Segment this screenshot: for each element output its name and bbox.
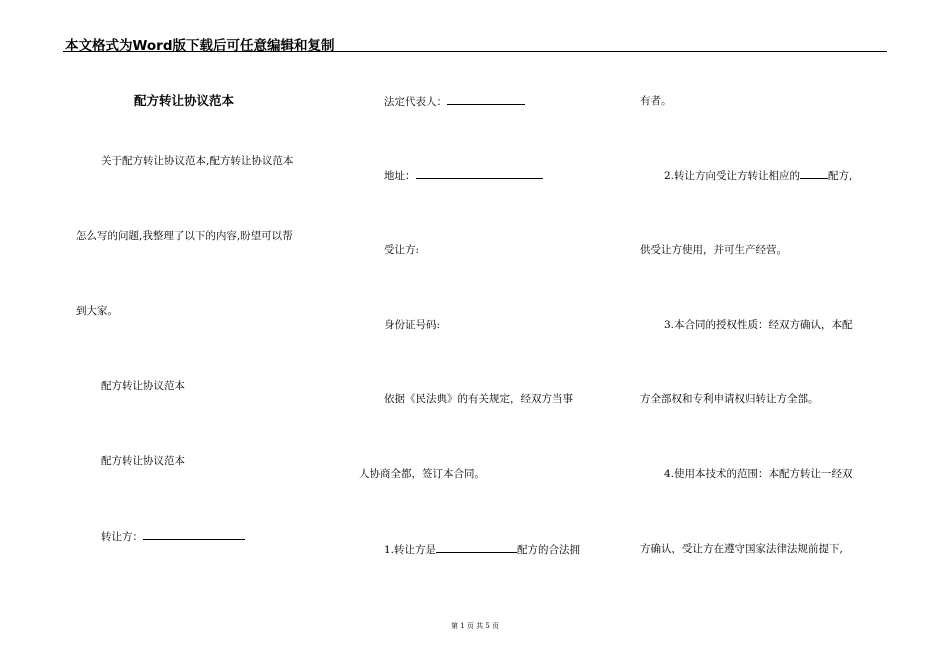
header-title: 本文格式为Word版下载后可任意编辑和复制 — [65, 38, 335, 54]
clause-4-line: 4.使用本技术的范围：本配方转让一经双 — [664, 468, 853, 480]
basis-line-1: 依据《民法典》的有关规定，经双方当事 — [384, 393, 573, 405]
intro-line-2: 怎么写的问题,我整理了以下的内容,盼望可以帮 — [76, 230, 293, 242]
subtitle-1: 配方转让协议范本 — [101, 380, 185, 392]
owner-line: 有者。 — [640, 95, 672, 107]
address-line — [384, 168, 543, 183]
address-label: 地址： — [384, 170, 416, 182]
transferor-line — [101, 529, 245, 544]
transferor-label: 转让方： — [101, 531, 143, 543]
clause-1-after: 配方的合法拥 — [517, 544, 581, 556]
page-number: 第 1 页 共 5 页 — [450, 622, 500, 630]
intro-line-3: 到大家。 — [76, 305, 118, 317]
clause-2-blank — [800, 168, 828, 179]
clause-1-blank — [436, 542, 517, 553]
clause-2-line — [664, 168, 852, 183]
id-number-line: 身份证号码: — [384, 319, 441, 331]
legal-rep-blank — [447, 94, 525, 105]
clause-3-continuation: 方全部权和专利申请权归转让方全部。 — [640, 393, 819, 405]
intro-line-1: 关于配方转让协议范本,配方转让协议范本 — [101, 155, 294, 167]
clause-4-continuation: 方确认，受让方在遵守国家法律法规前提下, — [640, 543, 843, 555]
header-divider — [63, 51, 887, 52]
transferee-line: 受让方: — [384, 244, 420, 256]
subtitle-2: 配方转让协议范本 — [101, 455, 185, 467]
address-blank — [416, 168, 543, 179]
clause-1-before: 1.转让方是 — [384, 544, 437, 556]
clause-2-after: 配方, — [828, 170, 853, 182]
basis-line-2: 人协商全都，签订本合同。 — [359, 468, 485, 480]
clause-2-continuation: 供受让方使用，并可生产经营。 — [640, 244, 787, 256]
legal-rep-label: 法定代表人： — [384, 96, 447, 108]
clause-3-line: 3.本合同的授权性质：经双方确认，本配 — [664, 319, 853, 331]
clause-1-line — [384, 542, 580, 557]
legal-rep-line — [384, 94, 525, 109]
transferor-blank — [143, 529, 245, 540]
document-title: 配方转让协议范本 — [134, 93, 235, 108]
clause-2-before: 2.转让方向受让方转让相应的 — [664, 170, 801, 182]
